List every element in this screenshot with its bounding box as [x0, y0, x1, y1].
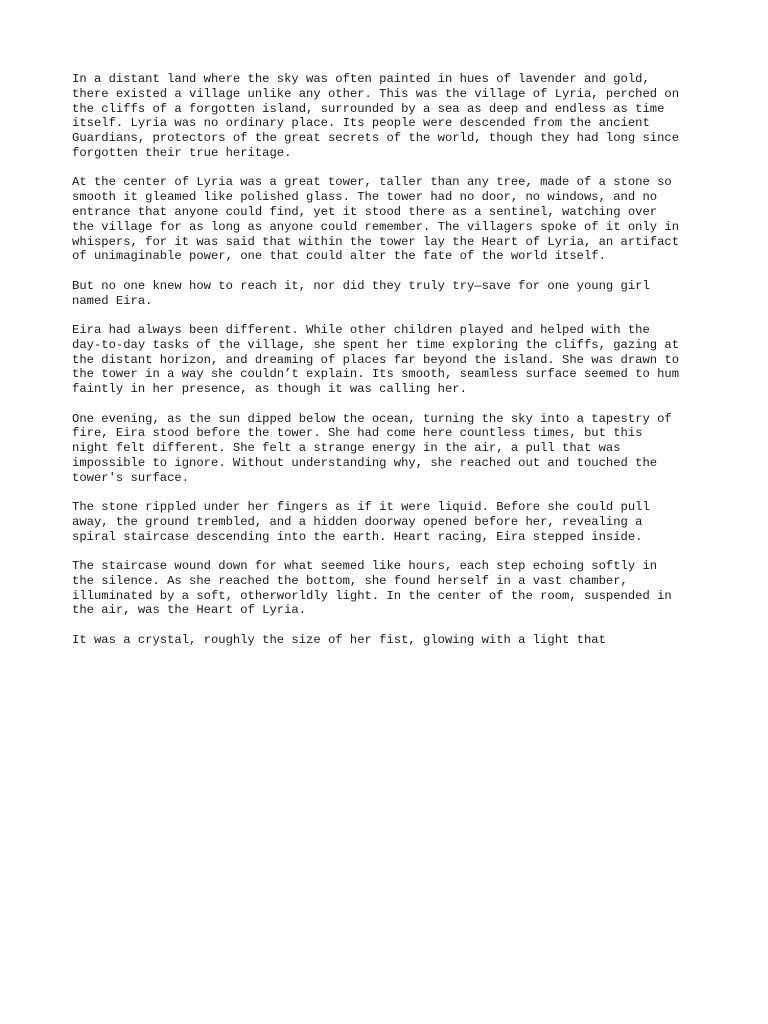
paragraph-6: The stone rippled under her fingers as if it were liquid. Before she could pull away, the ground trembled, and a hidden doorway opened before her, revealing a spiral staircase descending into the earth. Heart racing, Eira stepped inside. — [72, 500, 650, 544]
paragraph-4: Eira had always been different. While other children played and helped with the day-to-day tasks of the village, she spent her time exploring the cliffs, gazing at the distant horizon, and dreaming of places far beyond the island. She was drawn to the tower in a way she couldn’t explain. Its smooth, seamless surface seemed to hum faintly in her presence, as though it was calling her. — [72, 322, 680, 397]
paragraph-8: It was a crystal, roughly the size of her fist, glowing with a light that — [72, 632, 606, 647]
paragraph-5: One evening, as the sun dipped below the ocean, turning the sky into a tapestry of fire, Eira stood before the tower. She had come here countless times, but this night felt different. She felt a strange energy in the air, a pull that was impossible to ignore. Without understanding why, she reached out and touched the tower's surface. — [72, 411, 672, 485]
document-page — [72, 72, 712, 662]
paragraph-2: At the center of Lyria was a great tower, taller than any tree, made of a stone so smooth it gleamed like polished glass. The tower had no door, no windows, and no entrance that anyone could find, yet it stood there as a sentinel, watching over the village for as long as anyone could remember. The villagers spoke of it only in whispers, for it was said that within the tower lay the Heart of Lyria, an artifact of unimaginable power, one that could alter the fate of the world itself. — [72, 175, 680, 264]
paragraph-1: In a distant land where the sky was often painted in hues of lavender and gold, there existed a village unlike any other. This was the village of Lyria, perched on the cliffs of a forgotten island, surrounded by a sea as deep and endless as time itself. Lyria was no ordinary place. Its people were descended from the ancient Guardians, protectors of the great secrets of the world, though they had long since forgotten their true heritage. — [72, 72, 680, 160]
paragraph-3: But no one knew how to reach it, nor did they truly try—save for one young girl named Eira. — [72, 278, 650, 308]
paragraph-7: The staircase wound down for what seemed like hours, each step echoing softly in the silence. As she reached the bottom, she found herself in a vast chamber, illuminated by a soft, otherworldly light. In the center of the room, suspended in the air, was the Heart of Lyria. — [72, 559, 672, 618]
